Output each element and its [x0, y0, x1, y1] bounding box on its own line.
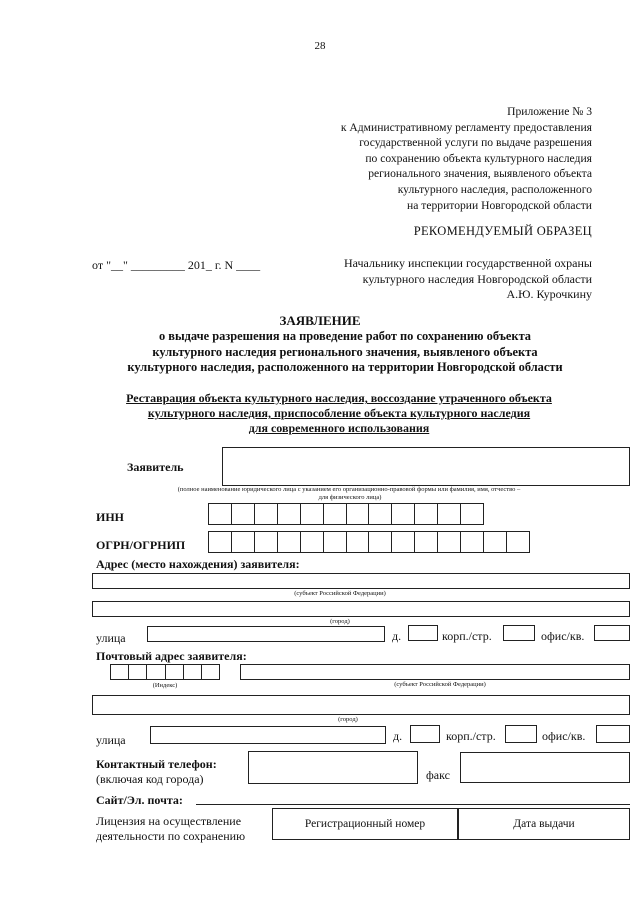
subtitle-line: культурного наследия регионального значения, выявленого объекта: [152, 344, 538, 359]
index-hint: (Индекс): [152, 682, 178, 689]
postal-city-hint: (город): [338, 716, 358, 723]
addressee-line: культурного наследия Новгородской области: [362, 271, 592, 286]
appendix-line: регионального значения, выявленого объекта: [368, 167, 592, 181]
applicant-hint: (полное наименование юридического лица с указанием его организационно-правовой формы или фамилия, имя, отчество –: [177, 486, 521, 493]
postal-street-label: улица: [96, 733, 126, 747]
street-field[interactable]: [147, 626, 385, 642]
postal-office-field[interactable]: [596, 725, 630, 743]
subject-field[interactable]: [92, 573, 630, 589]
house-label: д.: [392, 629, 402, 643]
phone-label: Контактный телефон:: [96, 757, 217, 771]
date-number-line: от "__" _________ 201_ г. N ____: [92, 258, 261, 272]
works-line: для современного использования: [248, 421, 430, 435]
fax-field[interactable]: [460, 752, 630, 783]
subtitle-line: о выдаче разрешения на проведение работ по сохранению объекта: [158, 329, 532, 343]
applicant-field[interactable]: [222, 447, 630, 486]
page-number: 28: [314, 40, 326, 52]
license-label-2: деятельности по сохранению: [96, 829, 246, 843]
document-title: ЗАЯВЛЕНИЕ: [279, 313, 361, 328]
addressee-line: А.Ю. Курочкину: [506, 287, 592, 301]
site-email-field[interactable]: [196, 804, 630, 805]
office-label: офис/кв.: [541, 629, 585, 643]
appendix-line: к Административному регламенту предоставления: [340, 120, 592, 134]
ogrn-label: ОГРН/ОГРНИП: [96, 538, 186, 552]
subtitle-line: культурного наследия, расположенного на территории Новгородской области: [127, 360, 563, 374]
postal-house-field[interactable]: [410, 725, 440, 743]
site-email-label: Сайт/Эл. почта:: [96, 793, 183, 807]
inn-label: ИНН: [96, 510, 125, 524]
fax-label: факс: [426, 768, 450, 782]
appendix-header: [341, 104, 592, 213]
postal-building-label: корп./стр.: [446, 729, 496, 743]
inn-field[interactable]: [208, 503, 484, 525]
issue-date-field[interactable]: Дата выдачи: [458, 808, 630, 840]
phone-field[interactable]: [248, 751, 418, 784]
appendix-line: культурного наследия, расположенного: [397, 182, 592, 196]
address-label: Адрес (место нахождения) заявителя:: [96, 557, 300, 571]
postal-street-field[interactable]: [150, 726, 386, 744]
postal-subject-field[interactable]: [240, 664, 630, 680]
appendix-line: по сохранению объекта культурного наследия: [365, 151, 592, 165]
index-field[interactable]: [110, 664, 220, 680]
office-field[interactable]: [594, 625, 630, 641]
postal-address-label: Почтовый адрес заявителя:: [96, 649, 247, 663]
works-line: культурного наследия, приспособление объекта культурного наследия: [147, 406, 531, 420]
city-field[interactable]: [92, 601, 630, 617]
works-type: [108, 391, 570, 436]
appendix-line: на территории Новгородской области: [407, 198, 592, 212]
appendix-line: государственной услуги по выдаче разрешения: [359, 136, 592, 150]
city-hint: (город): [330, 618, 350, 625]
building-field[interactable]: [503, 625, 535, 641]
phone-hint: (включая код города): [96, 772, 204, 786]
license-label: Лицензия на осуществление: [96, 814, 242, 828]
postal-building-field[interactable]: [505, 725, 537, 743]
addressee-line: Начальнику инспекции государственной охраны: [344, 256, 592, 270]
postal-house-label: д.: [393, 729, 403, 743]
works-line: Реставрация объекта культурного наследия, воссоздание утраченного объекта: [126, 391, 552, 405]
applicant-label: Заявитель: [127, 460, 184, 474]
postal-subject-hint: (субъект Российской Федерации): [394, 681, 486, 688]
addressee: [344, 256, 592, 303]
building-label: корп./стр.: [442, 629, 492, 643]
ogrn-field[interactable]: [208, 531, 530, 553]
applicant-hint-2: для физического лица): [318, 494, 382, 501]
registration-number-field[interactable]: Регистрационный номер: [272, 808, 458, 840]
appendix-line: Приложение № 3: [507, 105, 592, 118]
recommended-sample-label: РЕКОМЕНДУЕМЫЙ ОБРАЗЕЦ: [413, 224, 592, 238]
street-label: улица: [96, 631, 126, 645]
postal-city-field[interactable]: [92, 695, 630, 715]
document-subtitle: [110, 329, 580, 376]
subject-hint: (субъект Российской Федерации): [294, 590, 386, 597]
house-field[interactable]: [408, 625, 438, 641]
postal-office-label: офис/кв.: [542, 729, 586, 743]
